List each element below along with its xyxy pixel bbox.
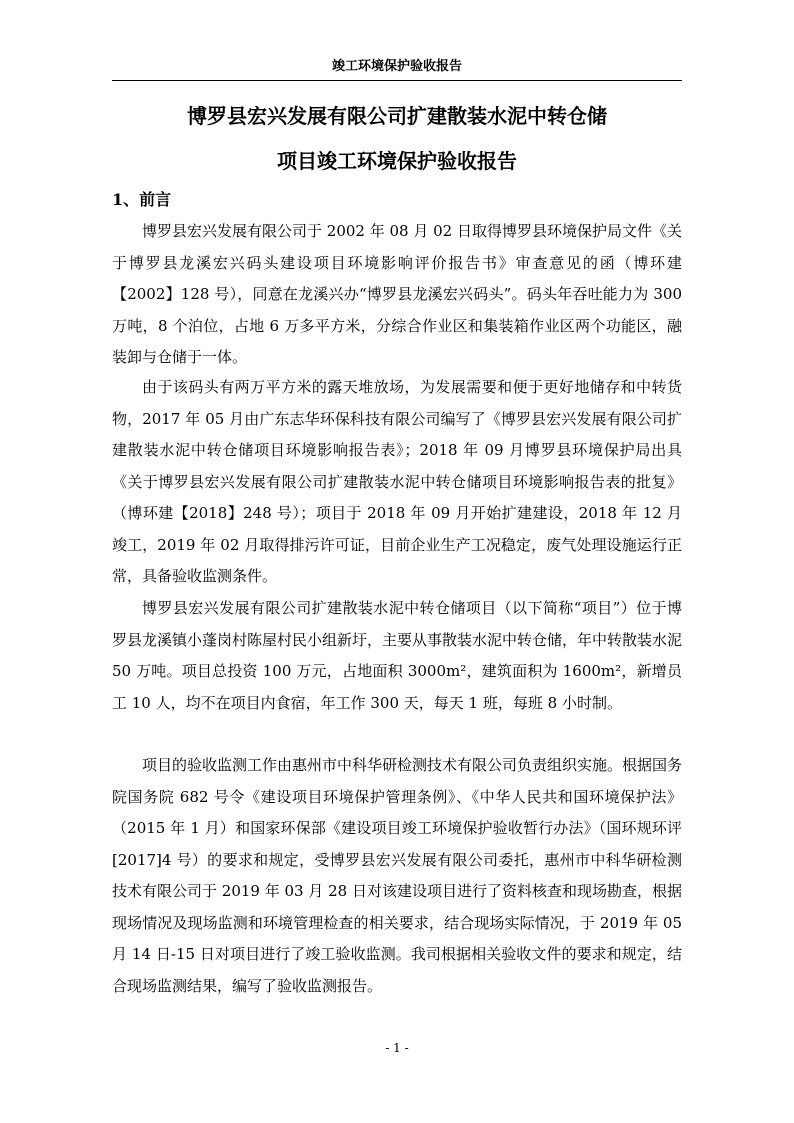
page-number: - 1 - bbox=[385, 1041, 409, 1055]
page-header: 竣工环境保护验收报告 bbox=[112, 52, 682, 81]
document-title-line-2: 项目竣工环境保护验收报告 bbox=[277, 149, 517, 173]
paragraph-2: 由于该码头有两万平方米的露天堆放场，为发展需要和便于更好地储存和中转货物，2017 年 05 月由广东志华环保科技有限公司编写了《博罗县宏兴发展有限公司扩建散装水泥中转仓储项目环境影响报告表》；2018 年 09 月博罗县环境保护局出具《关于博罗县宏兴发展有限公司扩建散装水泥中转仓储项目环境影响报告表的批复》（博环建【2018】248 号）；项目于 2018 年 09 月开始扩建建设，2018 年 12 月竣工，2019 年 02 月取得排污许可证，目前企业生产工况稳定，废气处理设施运行正常，具备验收监测条件。 bbox=[112, 378, 682, 585]
paragraph-3: 博罗县宏兴发展有限公司扩建散装水泥中转仓储项目（以下简称“项目”）位于博罗县龙溪镇小蓬岗村陈屋村民小组新圩，主要从事散装水泥中转仓储，年中转散装水泥 50 万吨。项目总投资 100 万元，占地面积 3000m²，建筑面积为 1600m²，新增员工 10 人，均不在项目内食宿，年工作 300 天，每天 1 班，每班 8 小时制。 bbox=[112, 599, 683, 712]
paragraph-1: 博罗县宏兴发展有限公司于 2002 年 08 月 02 日取得博罗县环境保护局文件《关于博罗县龙溪宏兴码头建设项目环境影响评价报告书》审查意见的函（博环建【2002】128 号），同意在龙溪兴办“博罗县龙溪宏兴码头”。码头年吞吐能力为 300 万吨，8 个泊位，占地 6 万多平方米，分综合作业区和集装箱作业区两个功能区，融装卸与仓储于一体。 bbox=[112, 222, 682, 366]
section-heading: 1、前言 bbox=[112, 190, 172, 209]
document-title-line-1: 博罗县宏兴发展有限公司扩建散装水泥中转仓储 bbox=[187, 104, 607, 128]
paragraph-4: 项目的验收监测工作由惠州市中科华研检测技术有限公司负责组织实施。根据国务院国务院 682 号令《建设项目环境保护管理条例》、《中华人民共和国环境保护法》（2015 年 1 月）和国家环保部《建设项目竣工环境保护验收暂行办法》（国环规环评[2017]4 号）的要求和规定，受博罗县宏兴发展有限公司委托，惠州市中科华研检测技术有限公司于 2019 年 03 月 28 日对该建设项目进行了资料核查和现场勘查，根据现场情况及现场监测和环境管理检查的相关要求，结合现场实际情况，于 2019 年 05 月 14 日-15 日对项目进行了竣工验收监测。我司根据相关验收文件的要求和规定，结合现场监测结果，编写了验收监测报告。 bbox=[112, 756, 683, 995]
